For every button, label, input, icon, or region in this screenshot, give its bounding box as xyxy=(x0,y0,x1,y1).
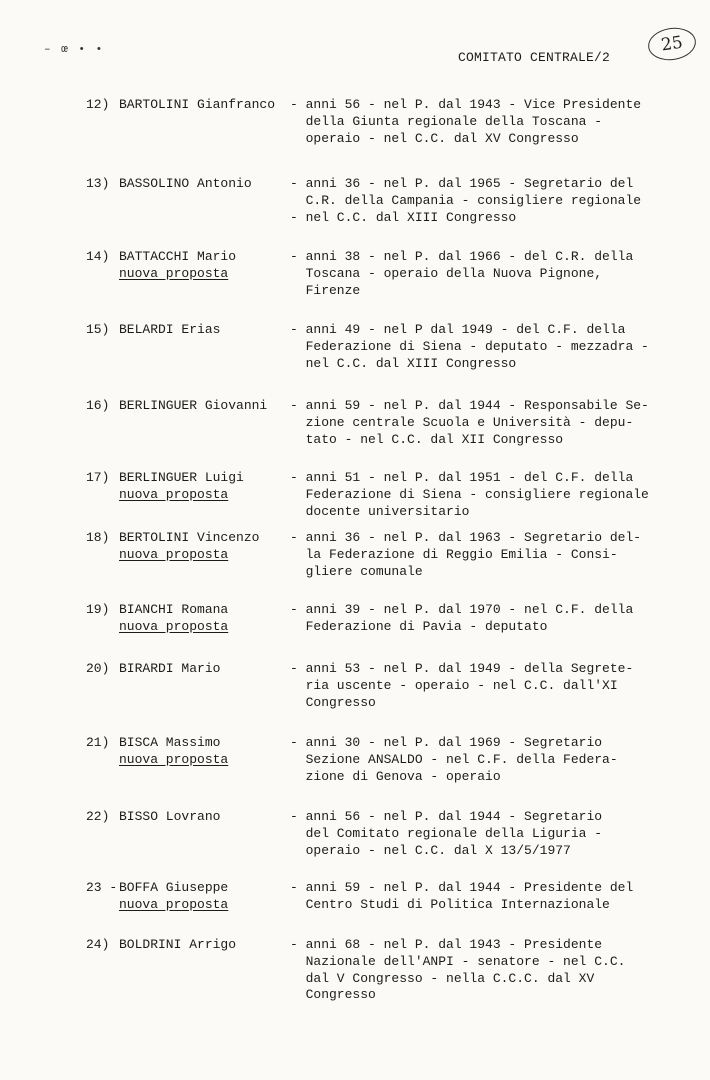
candidate-name-text: BARTOLINI Gianfranco xyxy=(119,97,276,112)
candidate-name-text: BASSOLINO Antonio xyxy=(119,176,252,191)
page-header: COMITATO CENTRALE/2 xyxy=(458,50,611,65)
candidate-name xyxy=(119,602,291,636)
candidate-name-text: BERTOLINI Vincenzo xyxy=(119,530,260,545)
candidate-name xyxy=(119,398,291,415)
candidate-name xyxy=(119,937,291,954)
description-line: operaio - nel C.C. dal X 13/5/1977 xyxy=(290,842,571,858)
entry-number: 21) xyxy=(86,735,110,750)
description-line: docente universitario xyxy=(290,503,470,519)
candidate-name xyxy=(119,249,291,283)
description-line: - anni 68 - nel P. dal 1943 - Presidente xyxy=(290,937,603,952)
candidate-name-text: BIRARDI Mario xyxy=(119,661,221,676)
description-line: - anni 53 - nel P. dal 1949 - della Segrete- xyxy=(290,661,634,676)
entry-number: 14) xyxy=(86,249,110,264)
candidate-name xyxy=(119,176,291,193)
candidate-name xyxy=(119,470,291,504)
entry-number: 20) xyxy=(86,661,110,676)
candidate-name xyxy=(119,661,291,678)
candidate-name-text: BOFFA Giuseppe xyxy=(119,880,229,895)
candidate-name xyxy=(119,880,291,914)
page-number-circled: 25 xyxy=(646,25,698,63)
candidate-name xyxy=(119,530,291,564)
description-line: - anni 56 - nel P. dal 1943 - Vice Presidente xyxy=(290,97,642,112)
candidate-description xyxy=(290,176,690,226)
candidate-name-text: BISSO Lovrano xyxy=(119,809,221,824)
candidate-name-text: BERLINGUER Giovanni xyxy=(119,398,268,413)
entry-number: 15) xyxy=(86,322,110,337)
candidate-name-text: BELARDI Erias xyxy=(119,322,221,337)
new-proposal-tag: nuova proposta xyxy=(119,896,229,912)
entry-number: 12) xyxy=(86,97,110,112)
description-line: - anni 36 - nel P. dal 1965 - Segretario del xyxy=(290,176,634,191)
new-proposal-tag: nuova proposta xyxy=(119,751,229,767)
description-line: Centro Studi di Politica Internazionale xyxy=(290,896,610,912)
description-line: Federazione di Pavia - deputato xyxy=(290,618,548,634)
candidate-description xyxy=(290,322,690,372)
candidate-name-text: BERLINGUER Luigi xyxy=(119,470,244,485)
candidate-name xyxy=(119,735,291,769)
description-line: tato - nel C.C. dal XII Congresso xyxy=(290,431,564,447)
new-proposal-tag: nuova proposta xyxy=(119,265,229,281)
description-line: Congresso xyxy=(290,987,376,1003)
entry-number: 18) xyxy=(86,530,110,545)
description-line: nel C.C. dal XIII Congresso xyxy=(290,355,517,371)
candidate-description xyxy=(290,530,690,580)
description-line: - anni 36 - nel P. dal 1963 - Segretario del- xyxy=(290,530,642,545)
description-line: C.R. della Campania - consigliere regionale xyxy=(290,192,642,208)
description-line: Federazione di Siena - consigliere regionale xyxy=(290,486,649,502)
candidate-description xyxy=(290,937,690,1004)
new-proposal-tag: nuova proposta xyxy=(119,546,229,562)
entry-number: 19) xyxy=(86,602,110,617)
candidate-description xyxy=(290,809,690,859)
candidate-description xyxy=(290,249,690,299)
description-line: - anni 59 - nel P. dal 1944 - Responsabile Se- xyxy=(290,398,649,413)
corner-mark: ‒ œ • • xyxy=(44,44,105,56)
description-line: - nel C.C. dal XIII Congresso xyxy=(290,209,517,225)
description-line: operaio - nel C.C. dal XV Congresso xyxy=(290,130,579,146)
candidate-name-text: BATTACCHI Mario xyxy=(119,249,237,264)
candidate-description xyxy=(290,602,690,636)
description-line: Sezione ANSALDO - nel C.F. della Federa- xyxy=(290,751,618,767)
description-line: - anni 38 - nel P. dal 1966 - del C.R. della xyxy=(290,249,634,264)
candidate-description xyxy=(290,661,690,711)
description-line: zione di Genova - operaio xyxy=(290,768,501,784)
description-line: Federazione di Siena - deputato - mezzadra - xyxy=(290,338,649,354)
new-proposal-tag: nuova proposta xyxy=(119,618,229,634)
candidate-description xyxy=(290,97,690,147)
description-line: ria uscente - operaio - nel C.C. dall'XI xyxy=(290,677,618,693)
description-line: Nazionale dell'ANPI - senatore - nel C.C. xyxy=(290,953,626,969)
description-line: - anni 30 - nel P. dal 1969 - Segretario xyxy=(290,735,603,750)
description-line: la Federazione di Reggio Emilia - Consi- xyxy=(290,546,618,562)
candidate-name-text: BOLDRINI Arrigo xyxy=(119,937,237,952)
candidate-name-text: BIANCHI Romana xyxy=(119,602,229,617)
new-proposal-tag: nuova proposta xyxy=(119,486,229,502)
description-line: - anni 39 - nel P. dal 1970 - nel C.F. della xyxy=(290,602,634,617)
description-line: - anni 49 - nel P dal 1949 - del C.F. della xyxy=(290,322,626,337)
candidate-name-text: BISCA Massimo xyxy=(119,735,221,750)
candidate-name xyxy=(119,97,291,114)
entry-number: 22) xyxy=(86,809,110,824)
description-line: del Comitato regionale della Liguria - xyxy=(290,825,603,841)
candidate-description xyxy=(290,470,690,520)
candidate-name xyxy=(119,322,291,339)
description-line: Firenze xyxy=(290,282,361,298)
entry-number: 23 - xyxy=(86,880,118,895)
description-line: gliere comunale xyxy=(290,563,423,579)
candidate-name xyxy=(119,809,291,826)
entry-number: 17) xyxy=(86,470,110,485)
description-line: - anni 56 - nel P. dal 1944 - Segretario xyxy=(290,809,603,824)
description-line: della Giunta regionale della Toscana - xyxy=(290,113,603,129)
description-line: dal V Congresso - nella C.C.C. dal XV xyxy=(290,970,595,986)
description-line: Congresso xyxy=(290,694,376,710)
description-line: - anni 59 - nel P. dal 1944 - Presidente del xyxy=(290,880,634,895)
description-line: - anni 51 - nel P. dal 1951 - del C.F. della xyxy=(290,470,634,485)
entry-number: 13) xyxy=(86,176,110,191)
entry-number: 24) xyxy=(86,937,110,952)
candidate-description xyxy=(290,880,690,914)
candidate-description xyxy=(290,398,690,448)
candidate-description xyxy=(290,735,690,785)
entry-number: 16) xyxy=(86,398,110,413)
description-line: Toscana - operaio della Nuova Pignone, xyxy=(290,265,603,281)
description-line: zione centrale Scuola e Università - depu- xyxy=(290,414,634,430)
